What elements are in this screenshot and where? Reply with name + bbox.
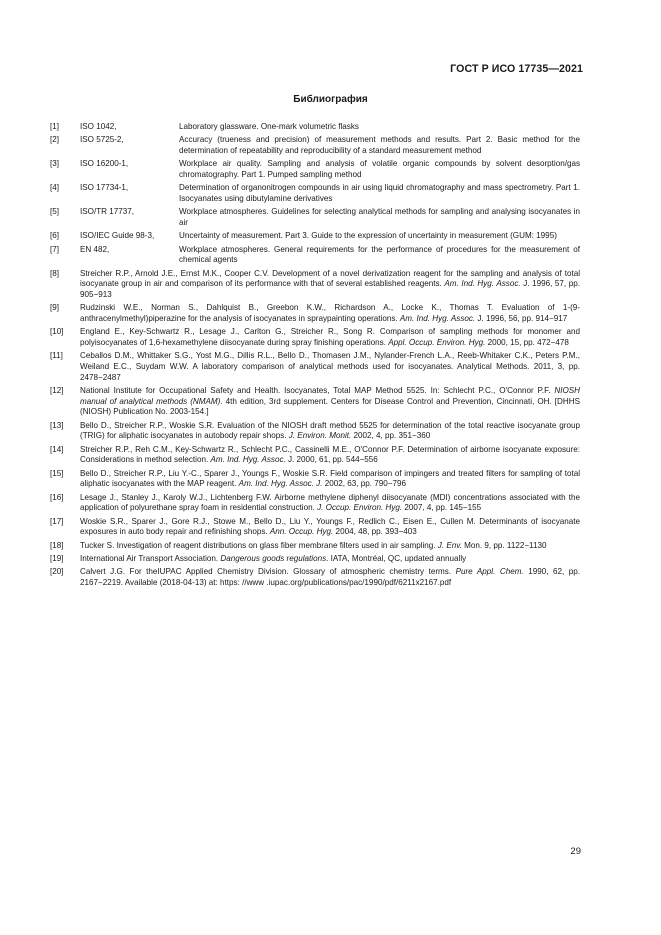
entry-number: [7]: [50, 244, 59, 254]
reference-text: [80, 493, 580, 514]
entry-number: [6]: [50, 231, 59, 241]
journal-name: Dangerous goods regulations: [220, 554, 327, 563]
reference-segment: Bello D., Streicher R.P., Woskie S.R. Evaluation of the NIOSH draft method 5525 for determination of the total reactive isocyanate group (TRIG) for aliphatic isocyanates in autobody repair shops.: [80, 420, 580, 441]
journal-name: Am. Ind. Hyg. Assoc.: [444, 279, 521, 289]
bibliography-entry: [50, 469, 580, 490]
standard-code: ISO/TR 17737,: [80, 207, 134, 217]
reference-segment: 2002, 4, pp. 351−360: [351, 431, 431, 441]
standard-code: ISO 16200-1,: [80, 159, 129, 169]
bibliography-entry: [50, 421, 580, 442]
reference-segment: 1990, 62, pp. 2167−2219. Available (2018-04-13) at: https: //www .iupac.org/publications/pac/1990/pdf/6211x2167.pdf: [80, 567, 580, 587]
bibliography-entry: [50, 207, 580, 228]
references-list: [50, 269, 580, 589]
reference-segment: J. 1996, 57, pp. 905−913: [80, 279, 580, 299]
journal-name: Ann. Occup. Hyg.: [269, 527, 334, 537]
reference-segment: J. 1996, 56, pp. 914−917: [475, 314, 568, 323]
reference-text: [80, 445, 580, 466]
reference-segment: Woskie S.R., Sparer J., Gore R.J., Stowe M., Bello D., Liu Y., Youngs F., Redlich C., Eisen E., Cullen M. Determinants of isocyanate exposures in auto body repair and refinishing shops.: [80, 516, 580, 537]
reference-segment: 2002, 63, pp. 790−796: [322, 479, 406, 489]
reference-text: [80, 517, 580, 538]
entry-number: [1]: [50, 122, 59, 131]
entry-number: [9]: [50, 303, 59, 313]
entry-number: [12]: [50, 386, 64, 395]
entry-number: [5]: [50, 207, 59, 217]
reference-text: [80, 554, 580, 565]
entry-number: [14]: [50, 444, 64, 454]
entry-number: [3]: [50, 159, 59, 169]
reference-text: [80, 386, 580, 418]
journal-name: J. Env.: [437, 540, 462, 550]
reference-segment: National Institute for Occupational Safety and Health. Isocyanates, Total MAP Method 5525. In: Schlecht P.C., O'Connor P.F.: [80, 386, 555, 395]
bibliography-entry: [50, 493, 580, 514]
reference-segment: International Air Transport Association.: [80, 554, 221, 563]
page-number: 29: [570, 846, 581, 857]
entry-number: [15]: [50, 468, 64, 478]
bibliography-entry: [50, 567, 580, 588]
standard-code: ISO 1042,: [80, 122, 117, 131]
bibliography-entry: [50, 327, 580, 348]
bibliography-entry: [50, 386, 580, 418]
reference-segment: Lesage J., Stanley J., Karoly W.J., Lichtenberg F.W. Airborne methylene diphenyl diisocyanate (MDI) concentrations associated with the application of polyurethane spray foam in residential construction.: [80, 492, 580, 513]
bibliography-entry: [50, 122, 580, 133]
standard-title: Workplace atmospheres. Guidelines for selecting analytical methods for sampling and analysing isocyanates in air: [179, 207, 580, 227]
bibliography-entry: [50, 269, 580, 301]
reference-text: [80, 327, 580, 348]
standard-code: EN 482,: [80, 244, 110, 254]
reference-segment: . 4th edition, 3rd supplement. Centers for Disease Control and Prevention, Cincinnati, OH. [DHHS (NIOSH) Publication No. 2003-154.]: [80, 396, 580, 417]
reference-text: [80, 541, 580, 552]
bibliography-list: [50, 122, 580, 591]
bibliography-entry: [50, 517, 580, 538]
bibliography-entry: [50, 303, 580, 324]
bibliography-entry: [50, 445, 580, 466]
reference-segment: 2004, 48, pp. 393−403: [333, 527, 417, 537]
reference-segment: J. 2000, 61, pp. 544−556: [285, 455, 378, 465]
journal-name: J. Occup. Environ. Hyg.: [317, 503, 403, 513]
entry-number: [11]: [50, 351, 63, 361]
entry-number: [16]: [50, 492, 64, 502]
reference-segment: Streicher R.P., Arnold J.E., Ernst M.K., Cooper C.V. Development of a novel derivatization reagent for the sampling and analysis of total isocyanate group in air and comparison of its performance with that of several established reagents.: [80, 268, 580, 289]
reference-segment: . IATA, Montréal, QC, updated annually: [326, 554, 467, 563]
document-id: ГОСТ Р ИСО 17735—2021: [450, 63, 583, 75]
standard-code: ISO/IEC Guide 98-3,: [80, 231, 155, 241]
standard-title: Determination of organonitrogen compounds in air using liquid chromatography and mass spectrometry. Part 1. Isocyanates using dibutylamine derivatives: [179, 183, 580, 203]
entry-number: [19]: [50, 554, 64, 563]
journal-name: Am. Ind. Hyg. Assoc. J.: [238, 479, 323, 489]
bibliography-entry: [50, 135, 580, 156]
journal-name: Pure Appl. Chem.: [455, 567, 524, 577]
entry-number: [10]: [50, 327, 64, 337]
bibliography-entry: [50, 554, 580, 565]
reference-segment: England E., Key-Schwartz R., Lesage J., Carlton G., Streicher R., Song R. Comparison of sampling methods for monomer and polyisocyanates of 1,6-hexamethylene diisocyanate during spray finishing operations.: [80, 327, 580, 347]
journal-name: Am. Ind. Hyg. Assoc.: [210, 455, 286, 465]
standard-title: Uncertainty of measurement. Part 3. Guide to the expression of uncertainty in measurement (GUM: 1995): [179, 231, 557, 241]
reference-text: [80, 567, 580, 588]
reference-segment: 2000, 15, pp. 472−478: [485, 338, 569, 347]
entry-number: [17]: [50, 516, 64, 526]
entry-number: [4]: [50, 183, 59, 193]
reference-text: [80, 269, 580, 301]
reference-segment: Mon. 9, pp. 1122−1130: [461, 540, 547, 550]
bibliography-entry: [50, 351, 580, 383]
standards-list: [50, 122, 580, 266]
reference-text: [80, 351, 580, 383]
reference-segment: Calvert J.G. For theIUPAC Applied Chemistry Division. Glossary of atmospheric chemistry terms.: [80, 567, 456, 577]
bibliography-entry: [50, 183, 580, 204]
journal-name: Appl. Occup. Environ. Hyg.: [388, 338, 486, 347]
bibliography-entry: [50, 231, 580, 242]
standard-title: Laboratory glassware. One-mark volumetric flasks: [179, 122, 359, 131]
reference-segment: Tucker S. Investigation of reagent distributions on glass fiber membrane filters used in air sampling.: [80, 540, 438, 550]
entry-number: [8]: [50, 268, 59, 278]
bibliography-entry: [50, 159, 580, 180]
reference-segment: Ceballos D.M., Whittaker S.G., Yost M.G., Dillis R.L., Bello D., Thomasen J.M., Nylander-French L.A., Reeb-Whitaker C.K., Peters P.M., Weiland E.C., Suydam W.W. A laboratory comparison of analytical methods used for isocyanates. Analytical Methods. 2011, 3, pp. 2478−2487: [80, 351, 580, 382]
bibliography-entry: [50, 245, 580, 266]
bibliography-entry: [50, 541, 580, 552]
entry-number: [18]: [50, 540, 64, 550]
entry-number: [13]: [50, 420, 64, 430]
standard-code: ISO 17734-1,: [80, 183, 129, 193]
reference-text: [80, 303, 580, 324]
standard-title: Accuracy (trueness and precision) of measurement methods and results. Part 2. Basic method for the determination of repeatability and reproducibility of a standard measurement method: [179, 135, 580, 155]
standard-code: ISO 5725-2,: [80, 135, 124, 145]
entry-number: [2]: [50, 135, 59, 145]
reference-segment: Rudzinski W.E., Norman S., Dahlquist B., Greebon K.W., Richardson A., Locke K., Thomas T. Evaluation of 1-(9-anthracenylmethyl)piperazine for the analysis of isocyanates in spraypainting operations.: [80, 303, 580, 323]
reference-text: [80, 421, 580, 442]
journal-name: J. Environ. Monit.: [288, 431, 352, 441]
reference-segment: Streicher R.P., Reh C.M., Key-Schwartz R., Schlecht P.C., Cassinelli M.E., O'Connor P.F. Determination of airborne isocyanate exposure: Considerations in method selection.: [80, 444, 580, 465]
entry-number: [20]: [50, 567, 64, 577]
journal-name: NIOSH manual of analytical methods (NMAM): [80, 386, 580, 406]
reference-text: [80, 469, 580, 490]
standard-title: Workplace atmospheres. General requirements for the performance of procedures for the measurement of chemical agents: [179, 244, 580, 265]
journal-name: Am. Ind. Hyg. Assoc.: [399, 314, 476, 323]
reference-segment: Bello D., Streicher R.P., Liu Y.-C., Sparer J., Youngs F., Woskie S.R. Field comparison of impingers and treated filters for sampling of total aliphatic isocyanates with the MAP reagent.: [80, 468, 580, 489]
page-title: Библиография: [293, 94, 368, 105]
standard-title: Workplace air quality. Sampling and analysis of volatile organic compounds by solvent desorption/gas chromatography. Part 1. Pumped sampling method: [179, 159, 580, 179]
reference-segment: 2007, 4, pp. 145−155: [402, 503, 482, 513]
